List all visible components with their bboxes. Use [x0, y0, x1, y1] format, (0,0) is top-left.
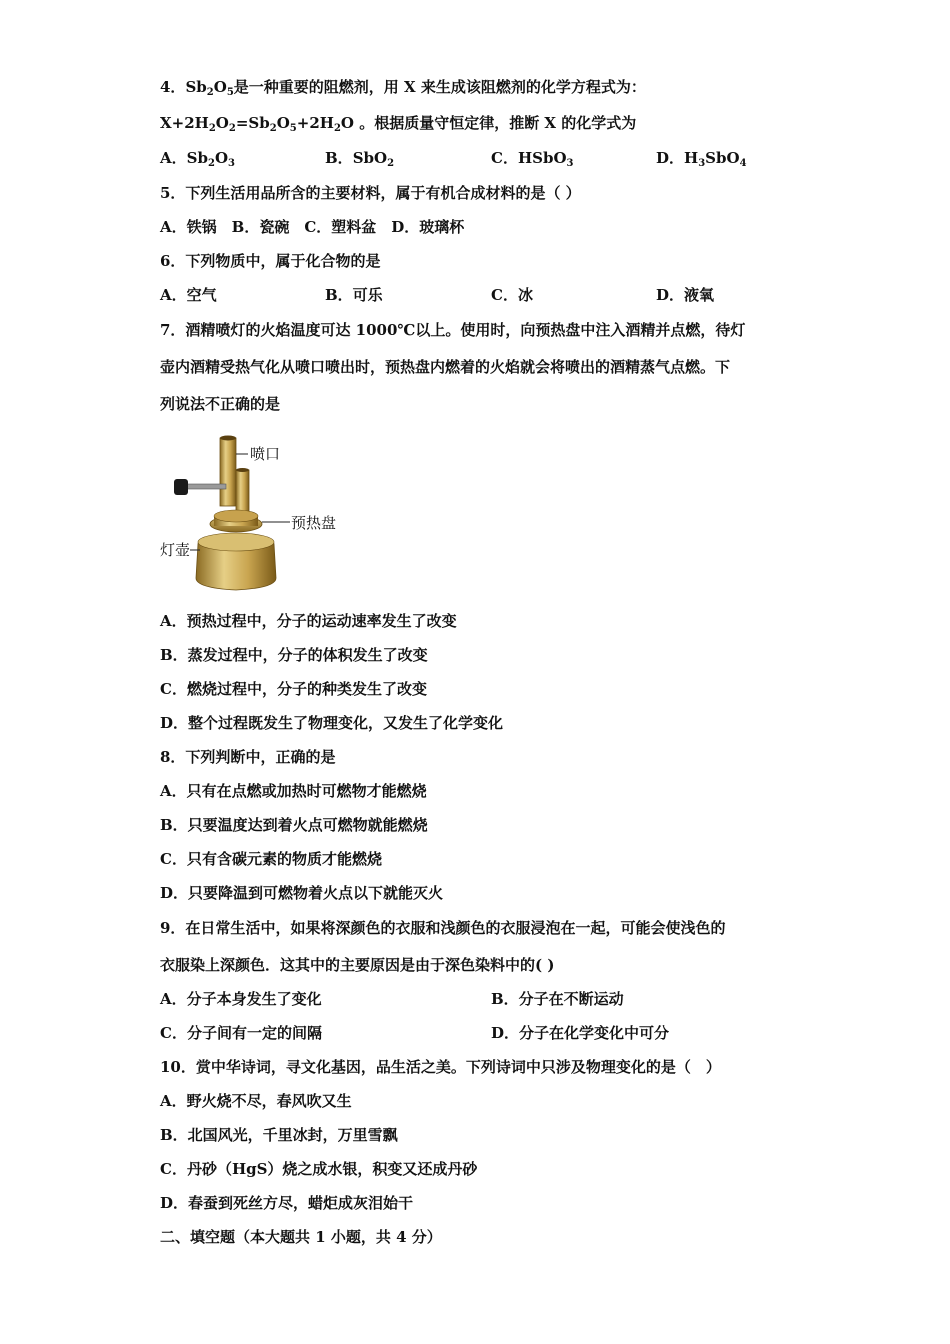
q4-option-a: A．$Sb_2O_3$: [160, 149, 235, 169]
q8-option-a: A．只有在点燃或加热时可燃物才能燃烧: [160, 782, 427, 800]
q8-option-d: D．只要降温到可燃物着火点以下就能灭火: [160, 884, 444, 902]
q6-option-d: D．液氧: [656, 286, 715, 304]
q9-option-a: A．分子本身发生了变化: [160, 990, 322, 1008]
q6-option-c: C．冰: [491, 286, 533, 304]
q5-stem: 5．下列生活用品所含的主要材料，属于有机合成材料的是（ ）: [160, 184, 581, 202]
label-nozzle: 喷口: [250, 445, 281, 463]
alcohol-blowtorch-figure: [160, 432, 360, 592]
q7-option-a: A．预热过程中，分子的运动速率发生了改变: [160, 612, 457, 630]
q8-option-c: C．只有含碳元素的物质才能燃烧: [160, 850, 382, 868]
q4-option-c: C．HSbO$_3$: [491, 149, 574, 169]
q4-option-d: D．$H_3SbO_4$: [656, 149, 747, 169]
q9-stem-line-2: 衣服染上深颜色．这其中的主要原因是由于深色染料中的( ): [160, 956, 555, 974]
q9-stem-line-1: 9．在日常生活中，如果将深颜色的衣服和浅颜色的衣服浸泡在一起，可能会使浅色的: [160, 919, 726, 937]
q8-option-b: B．只要温度达到着火点可燃物就能燃烧: [160, 816, 428, 834]
q10-option-b: B．北国风光，千里冰封，万里雪飘: [160, 1126, 398, 1144]
q7-stem-line-3: 列说法不正确的是: [160, 395, 281, 413]
q7-option-c: C．燃烧过程中，分子的种类发生了改变: [160, 680, 427, 698]
label-preheat-tray: 预热盘: [291, 514, 337, 532]
q9-option-b: B．分子在不断运动: [491, 990, 624, 1008]
q10-option-d: D．春蚕到死丝方尽，蜡炬成灰泪始干: [160, 1194, 414, 1212]
q9-option-d: D．分子在化学变化中可分: [491, 1024, 670, 1042]
q6-option-b: B．可乐: [325, 286, 383, 304]
q9-option-c: C．分子间有一定的间隔: [160, 1024, 322, 1042]
q4-stem: 4．$Sb_2O_5$是一种重要的阻燃剂，用 X 来生成该阻燃剂的化学方程式为：: [160, 78, 646, 98]
q6-option-a: A．空气: [160, 286, 217, 304]
q10-option-a: A．野火烧不尽，春风吹又生: [160, 1092, 352, 1110]
label-lamp-pot: 灯壶: [160, 541, 191, 559]
section-2-heading: 二、填空题（本大题共 1 小题，共 4 分）: [160, 1228, 442, 1246]
q4-option-b: B．SbO$_2$: [325, 149, 395, 169]
q5-options: A．铁锅 B．瓷碗 C．塑料盆 D．玻璃杯: [160, 218, 465, 236]
q8-stem: 8．下列判断中，正确的是: [160, 748, 336, 766]
q7-option-b: B．蒸发过程中，分子的体积发生了改变: [160, 646, 428, 664]
q7-stem-line-2: 壶内酒精受热气化从喷口喷出时，预热盘内燃着的火焰就会将喷出的酒精蒸气点燃。下: [160, 358, 731, 376]
q10-stem: 10．赏中华诗词，寻文化基因，品生活之美。下列诗词中只涉及物理变化的是（ ）: [160, 1058, 721, 1076]
q6-stem: 6．下列物质中，属于化合物的是: [160, 252, 381, 270]
q4-equation: $X+2H_2O_2=Sb_2O_5+2H_2O$ 。根据质量守恒定律，推断 X 的化学式为: [160, 114, 637, 134]
q10-option-c: C．丹砂（HgS）烧之成水银，积变又还成丹砂: [160, 1160, 478, 1178]
q7-stem-line-1: 7．酒精喷灯的火焰温度可达 1000℃以上。使用时，向预热盘中注入酒精并点燃，待灯: [160, 321, 746, 339]
q7-option-d: D．整个过程既发生了物理变化，又发生了化学变化: [160, 714, 504, 732]
